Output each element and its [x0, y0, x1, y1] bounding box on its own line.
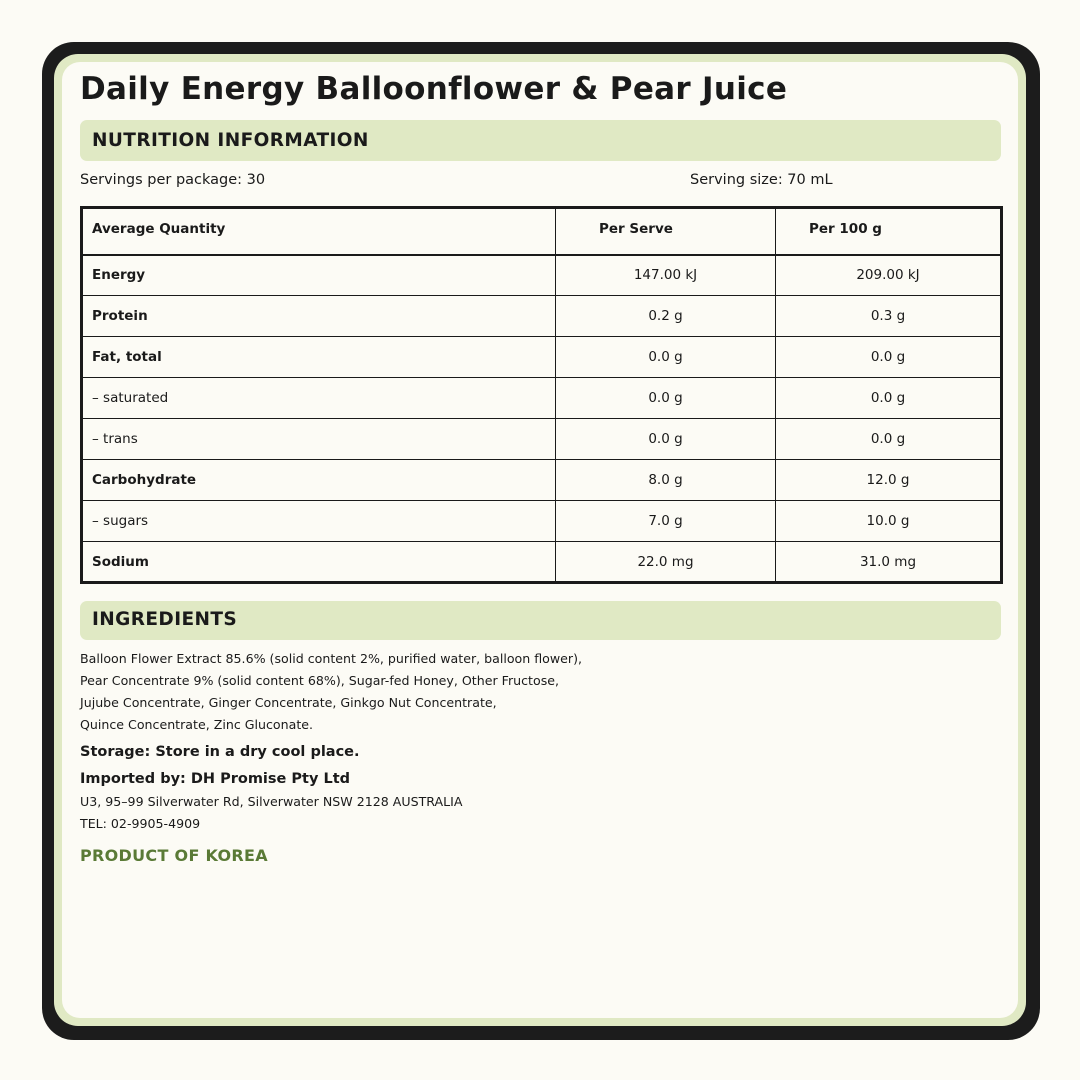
column-header-per-100g: Per 100 g — [776, 208, 1002, 255]
column-header-per-serve: Per Serve — [556, 208, 776, 255]
nutrient-name: Protein — [82, 296, 556, 337]
per-100g-value: 0.3 g — [776, 296, 1002, 337]
per-100g-value: 12.0 g — [776, 460, 1002, 501]
per-serve-value: 7.0 g — [556, 501, 776, 542]
table-row — [82, 419, 1002, 460]
per-serve-value: 0.2 g — [556, 296, 776, 337]
per-serve-value: 147.00 kJ — [556, 255, 776, 296]
ingredients-list — [80, 648, 1001, 736]
importer-address: U3, 95–99 Silverwater Rd, Silverwater NSW 2128 AUSTRALIA — [80, 794, 463, 809]
importer-phone: TEL: 02-9905-4909 — [80, 816, 201, 831]
table-row — [82, 378, 1002, 419]
column-header-average-quantity: Average Quantity — [82, 208, 556, 255]
importer-name: Imported by: DH Promise Pty Ltd — [80, 771, 351, 787]
ingredients-line: Pear Concentrate 9% (solid content 68%), Sugar-fed Honey, Other Fructose, — [80, 673, 560, 688]
nutrient-name: – trans — [82, 419, 556, 460]
product-title: Daily Energy Balloonflower & Pear Juice — [80, 71, 788, 107]
nutrition-heading: NUTRITION INFORMATION — [80, 120, 1001, 161]
table-row — [82, 542, 1002, 583]
table-row — [82, 501, 1002, 542]
per-100g-value: 31.0 mg — [776, 542, 1002, 583]
servings-row — [80, 161, 1001, 199]
per-serve-value: 22.0 mg — [556, 542, 776, 583]
per-serve-value: 0.0 g — [556, 337, 776, 378]
per-serve-value: 0.0 g — [556, 419, 776, 460]
country-of-origin: PRODUCT OF KOREA — [80, 846, 268, 865]
table-header-row — [82, 208, 1002, 255]
nutrition-table — [80, 206, 1003, 584]
per-100g-value: 0.0 g — [776, 337, 1002, 378]
nutrient-name: – saturated — [82, 378, 556, 419]
per-serve-value: 8.0 g — [556, 460, 776, 501]
nutrient-name: Fat, total — [82, 337, 556, 378]
ingredients-heading: INGREDIENTS — [80, 601, 1001, 640]
label-content — [80, 60, 1001, 867]
nutrient-name: Sodium — [82, 542, 556, 583]
table-row — [82, 255, 1002, 296]
per-100g-value: 209.00 kJ — [776, 255, 1002, 296]
nutrient-name: Carbohydrate — [82, 460, 556, 501]
ingredients-line: Balloon Flower Extract 85.6% (solid content 2%, purified water, balloon flower), — [80, 651, 583, 666]
ingredients-line: Quince Concentrate, Zinc Gluconate. — [80, 717, 314, 732]
per-100g-value: 10.0 g — [776, 501, 1002, 542]
per-100g-value: 0.0 g — [776, 419, 1002, 460]
nutrient-name: – sugars — [82, 501, 556, 542]
per-serve-value: 0.0 g — [556, 378, 776, 419]
storage-instructions: Storage: Store in a dry cool place. — [80, 744, 360, 760]
servings-per-package: Servings per package: 30 — [80, 172, 266, 188]
table-row — [82, 460, 1002, 501]
table-row — [82, 337, 1002, 378]
table-row — [82, 296, 1002, 337]
ingredients-line: Jujube Concentrate, Ginger Concentrate, Ginkgo Nut Concentrate, — [80, 695, 497, 710]
serving-size: Serving size: 70 mL — [690, 172, 833, 188]
per-100g-value: 0.0 g — [776, 378, 1002, 419]
nutrient-name: Energy — [82, 255, 556, 296]
